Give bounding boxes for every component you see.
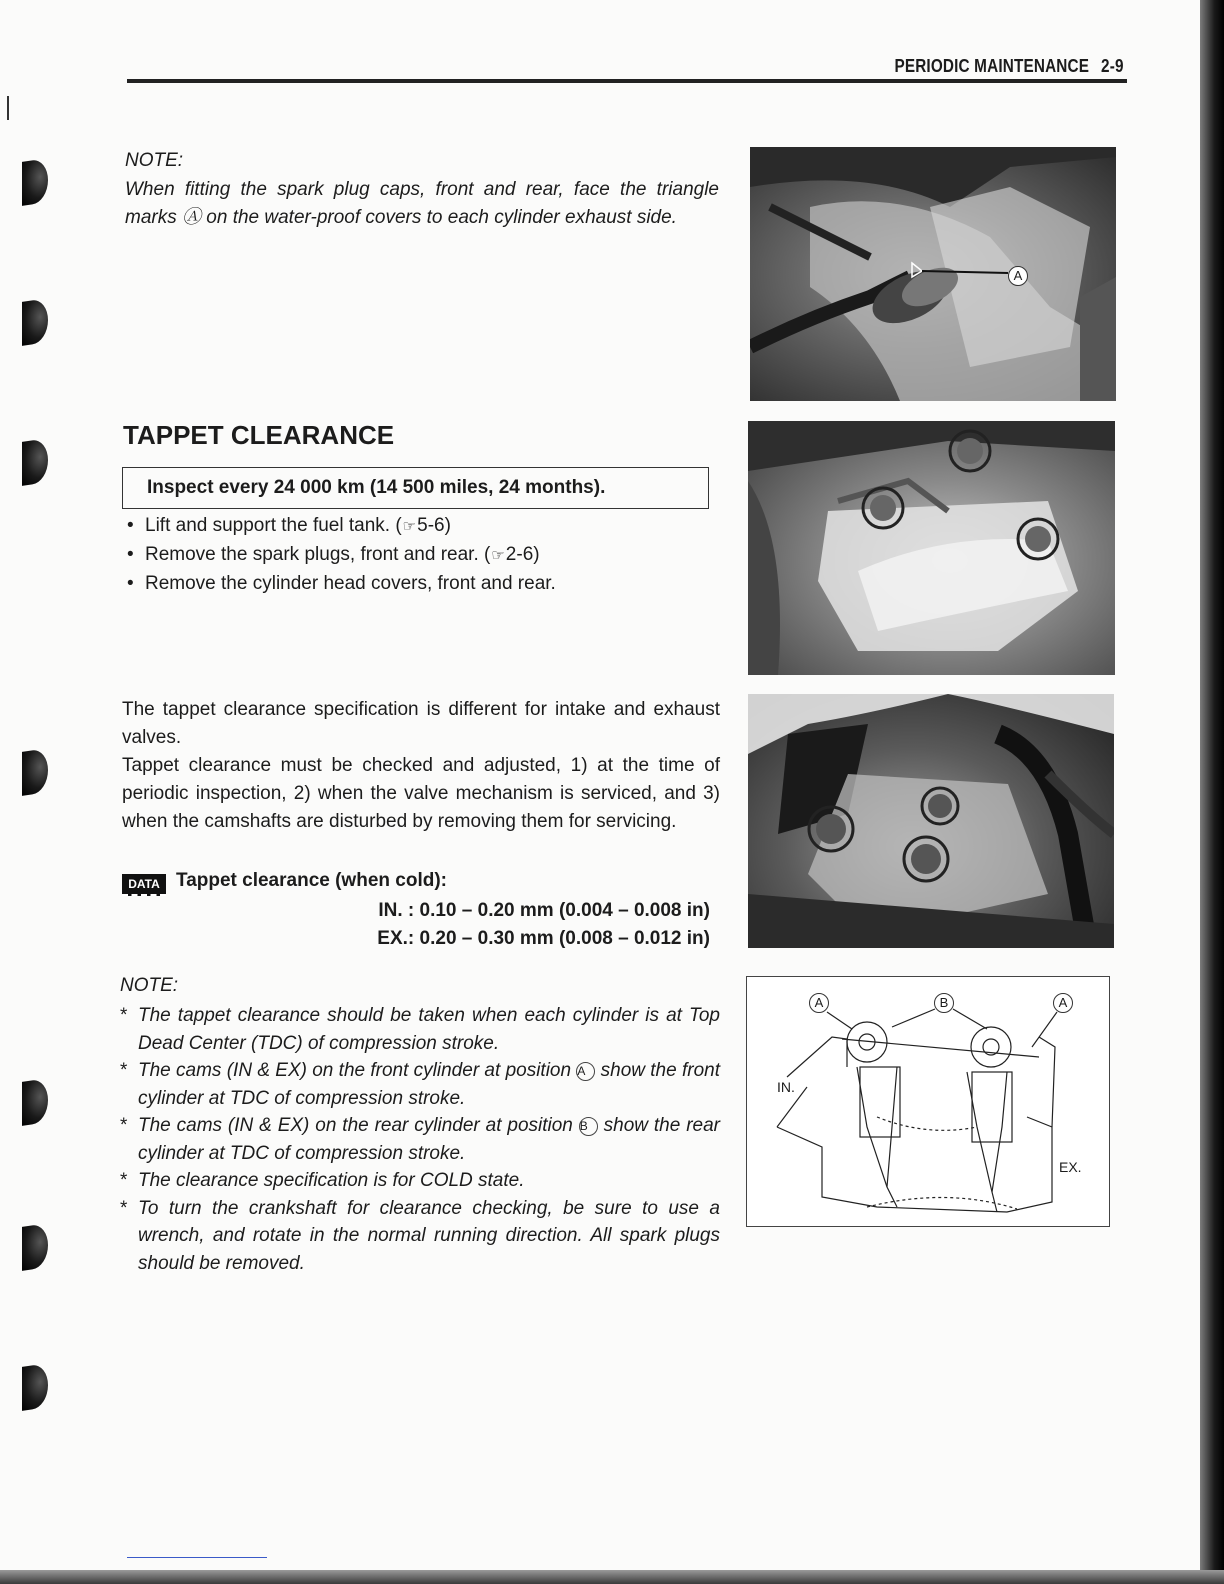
spec-intake: IN. : 0.10 – 0.20 mm (0.004 – 0.008 in) <box>378 900 710 921</box>
photo-spark-plug-cap <box>750 147 1116 401</box>
note-item: * The cams (IN & EX) on the rear cylinder at position B show the rear cylinder at TDC of compression stroke. <box>120 1112 720 1167</box>
binder-hole <box>22 1223 48 1271</box>
binder-hole <box>22 438 48 486</box>
note1-text: When fitting the spark plug caps, front and rear, face the triangle marks Ⓐ on the water-proof covers to each cylinder exhaust side. <box>125 179 719 228</box>
note1-title: NOTE: <box>125 150 184 171</box>
photo-cylinder-head <box>748 421 1115 675</box>
note-item: * The clearance specification is for COLD state. <box>120 1167 720 1195</box>
spec-heading <box>122 870 447 896</box>
diagram-marker-a-left: A <box>809 993 829 1013</box>
page-scan-edge-right <box>1200 0 1224 1584</box>
diagram-marker-b: B <box>934 993 954 1013</box>
binder-hole <box>22 1363 48 1411</box>
marker-b-symbol: B <box>579 1117 598 1136</box>
data-icon: DATA <box>122 874 166 896</box>
binder-hole <box>22 298 48 346</box>
page-header <box>883 56 1124 77</box>
spec-exhaust: EX.: 0.20 – 0.30 mm (0.008 – 0.012 in) <box>377 928 710 949</box>
marker-a-label: A <box>1008 266 1028 286</box>
procedure-steps <box>127 512 556 598</box>
page-scan-edge-bottom <box>0 1570 1224 1584</box>
marker-a-symbol: A <box>576 1062 595 1081</box>
step-item: • Lift and support the fuel tank. (☞5-6) <box>127 512 556 541</box>
page-margin-mark <box>7 96 9 120</box>
paragraph-spec-diff: The tappet clearance specification is different for intake and exhaust valves. <box>122 699 720 748</box>
step-item: • Remove the spark plugs, front and rear. (☞2-6) <box>127 541 556 570</box>
diagram-illustration <box>747 977 1111 1228</box>
diagram-label-intake: IN. <box>777 1079 795 1095</box>
note2-title: NOTE: <box>120 975 179 996</box>
header-rule <box>127 79 1127 83</box>
spec-title: Tappet clearance (when cold): <box>176 870 447 891</box>
photo-camshaft-markers <box>748 694 1114 948</box>
note-item: * To turn the crankshaft for clearance checking, be sure to use a wrench, and rotate in the normal running direction. All spark plugs should be removed. <box>120 1195 720 1278</box>
photo3-illustration <box>748 694 1114 948</box>
binder-hole <box>22 748 48 796</box>
bottom-scan-line <box>127 1557 267 1558</box>
diagram-cam-positions <box>746 976 1110 1227</box>
photo2-illustration <box>748 421 1115 675</box>
note-item: * The cams (IN & EX) on the front cylinder at position A show the front cylinder at TDC of compression stroke. <box>120 1057 720 1112</box>
diagram-marker-a-right: A <box>1053 993 1073 1013</box>
reference-hand-icon: ☞ <box>491 547 505 564</box>
inspect-interval-box: Inspect every 24 000 km (14 500 miles, 24 months). <box>122 467 709 509</box>
note2-list <box>120 1002 720 1277</box>
binder-hole <box>22 1078 48 1126</box>
reference-hand-icon: ☞ <box>402 518 417 535</box>
step-item: • Remove the cylinder head covers, front and rear. <box>127 570 556 598</box>
binder-hole <box>22 158 48 206</box>
note-item: * The tappet clearance should be taken when each cylinder is at Top Dead Center (TDC) of compression stroke. <box>120 1002 720 1057</box>
photo1-illustration <box>750 147 1116 401</box>
section-title: TAPPET CLEARANCE <box>123 420 395 450</box>
header-page-number: 2-9 <box>1101 56 1124 76</box>
diagram-label-exhaust: EX. <box>1059 1159 1082 1175</box>
paragraph-when-check: Tappet clearance must be checked and adjusted, 1) at the time of periodic inspection, 2) when the valve mechanism is serviced, and 3) when the camshafts are disturbed by removing them for servicing. <box>122 755 720 832</box>
header-section: PERIODIC MAINTENANCE <box>894 56 1090 76</box>
